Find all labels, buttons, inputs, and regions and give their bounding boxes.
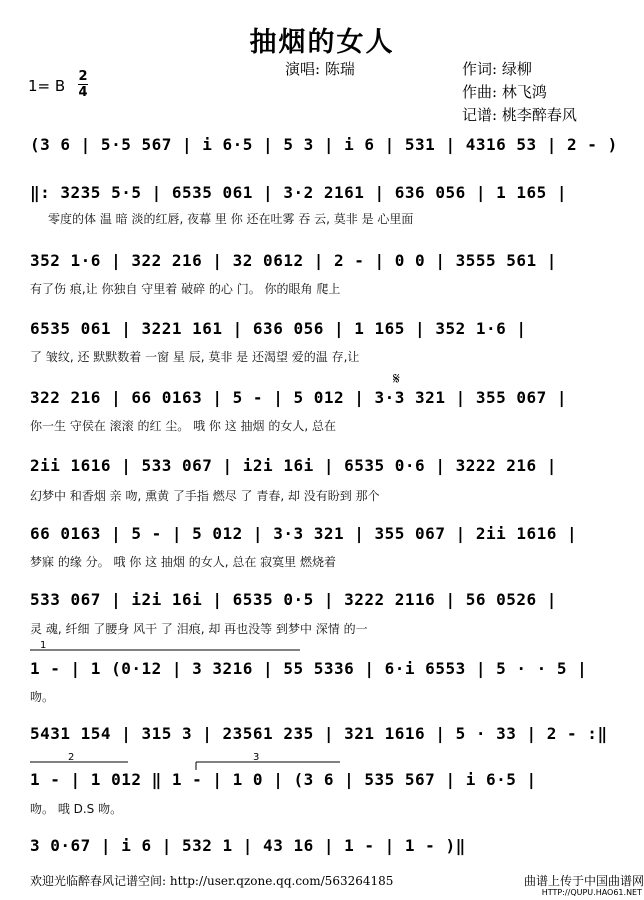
volta-bracket-3 xyxy=(196,752,340,770)
notation-row-2: ‖: 3235 5·5 | 6535 061 | 3·2 2161 | 636 056 | 1 165 | xyxy=(30,183,568,202)
notation-row-6: 2ii 1616 | 533 067 | i2i 16i | 6535 0·6 | 3222 216 | xyxy=(30,456,557,475)
song-title: 抽烟的女人 xyxy=(249,27,395,58)
notation-row-11: 1 - | 1 012 ‖ 1 - | 1 0 | (3 6 | 535 567 | i 6·5 | xyxy=(30,770,537,789)
time-sig-bottom: 4 xyxy=(78,85,88,100)
lyric-row-8: 灵 魂, 纤细 了腰身 风干 了 泪痕, 却 再也没等 到梦中 深情 的一 xyxy=(30,622,368,636)
volta-1-label: 1 xyxy=(40,640,47,651)
watermark-url: HTTP://QUPU.HAO61.NET xyxy=(541,888,642,897)
notation-row-3: 352 1·6 | 322 216 | 32 0612 | 2 - | 0 0 | 3555 561 | xyxy=(30,251,557,270)
lyric-row-5: 你一生 守侯在 滚滚 的红 尘。 哦 你 这 抽烟 的女人, 总在 xyxy=(30,419,336,433)
notation-row-7: 66 0163 | 5 - | 5 012 | 3·3 321 | 355 067 | 2ii 1616 | xyxy=(30,524,578,543)
volta-2-label: 2 xyxy=(68,752,75,763)
notation-row-12: 3 0·67 | i 6 | 532 1 | 43 16 | 1 - | 1 - )‖ xyxy=(30,836,466,855)
notation-row-5: 322 216 | 66 0163 | 5 - | 5 012 | 3·3 321 | 355 067 | xyxy=(30,388,568,407)
watermark-main: 曲谱上传于中国曲谱网 xyxy=(524,874,644,888)
lyric-row-9: 吻。 xyxy=(30,690,55,704)
segno-sign: 𝄋 xyxy=(393,369,400,388)
singer-credit: 演唱: 陈瑞 xyxy=(285,60,355,78)
lyric-row-3: 有了伤 痕,让 你独自 守里着 破碎 的心 门。 你的眼角 爬上 xyxy=(30,282,341,296)
lyric-row-7: 梦寐 的缘 分。 哦 你 这 抽烟 的女人, 总在 寂寞里 燃烧着 xyxy=(30,555,336,569)
composer-credit: 作曲: 林飞鸿 xyxy=(462,83,547,101)
notation-row-8: 533 067 | i2i 16i | 6535 0·5 | 3222 2116 | 56 0526 | xyxy=(30,590,557,609)
time-sig-top: 2 xyxy=(78,69,88,84)
volta-3-label: 3 xyxy=(253,752,260,763)
transcriber-credit: 记谱: 桃李醉春风 xyxy=(462,106,577,124)
lyric-row-11: 吻。 哦 D.S 吻。 xyxy=(30,802,123,816)
notation-row-9: 1 - | 1 (0·12 | 3 3216 | 55 5336 | 6·i 6553 | 5 · · 5 | xyxy=(30,659,588,678)
lyricist-credit: 作词: 绿柳 xyxy=(462,60,532,78)
key-signature: 1= B xyxy=(28,77,66,95)
notation-row-4: 6535 061 | 3221 161 | 636 056 | 1 165 | 352 1·6 | xyxy=(30,319,527,338)
notation-row-1: (3 6 | 5·5 567 | i 6·5 | 5 3 | i 6 | 531 | 4316 53 | 2 - ) xyxy=(30,135,618,154)
lyric-row-2: 零度的体 温 暗 淡的红唇, 夜幕 里 你 还在吐雾 吞 云, 莫非 是 心里面 xyxy=(48,212,414,226)
notation-row-10: 5431 154 | 315 3 | 23561 235 | 321 1616 | 5 · 33 | 2 - :‖ xyxy=(30,724,608,743)
volta-bracket-2 xyxy=(30,752,128,763)
volta-bracket-1 xyxy=(30,640,300,651)
footer-watermark xyxy=(524,875,642,899)
footer-credit: 欢迎光临醉春风记谱空间: http://user.qzone.qq.com/563264185 xyxy=(30,874,394,888)
lyric-row-6: 幻梦中 和香烟 亲 吻, 熏黄 了手指 燃尽 了 青春, 却 没有盼到 那个 xyxy=(30,489,380,503)
lyric-row-4: 了 皱纹, 还 默默数着 一窗 星 辰, 莫非 是 还渴望 爱的温 存,让 xyxy=(30,350,360,364)
